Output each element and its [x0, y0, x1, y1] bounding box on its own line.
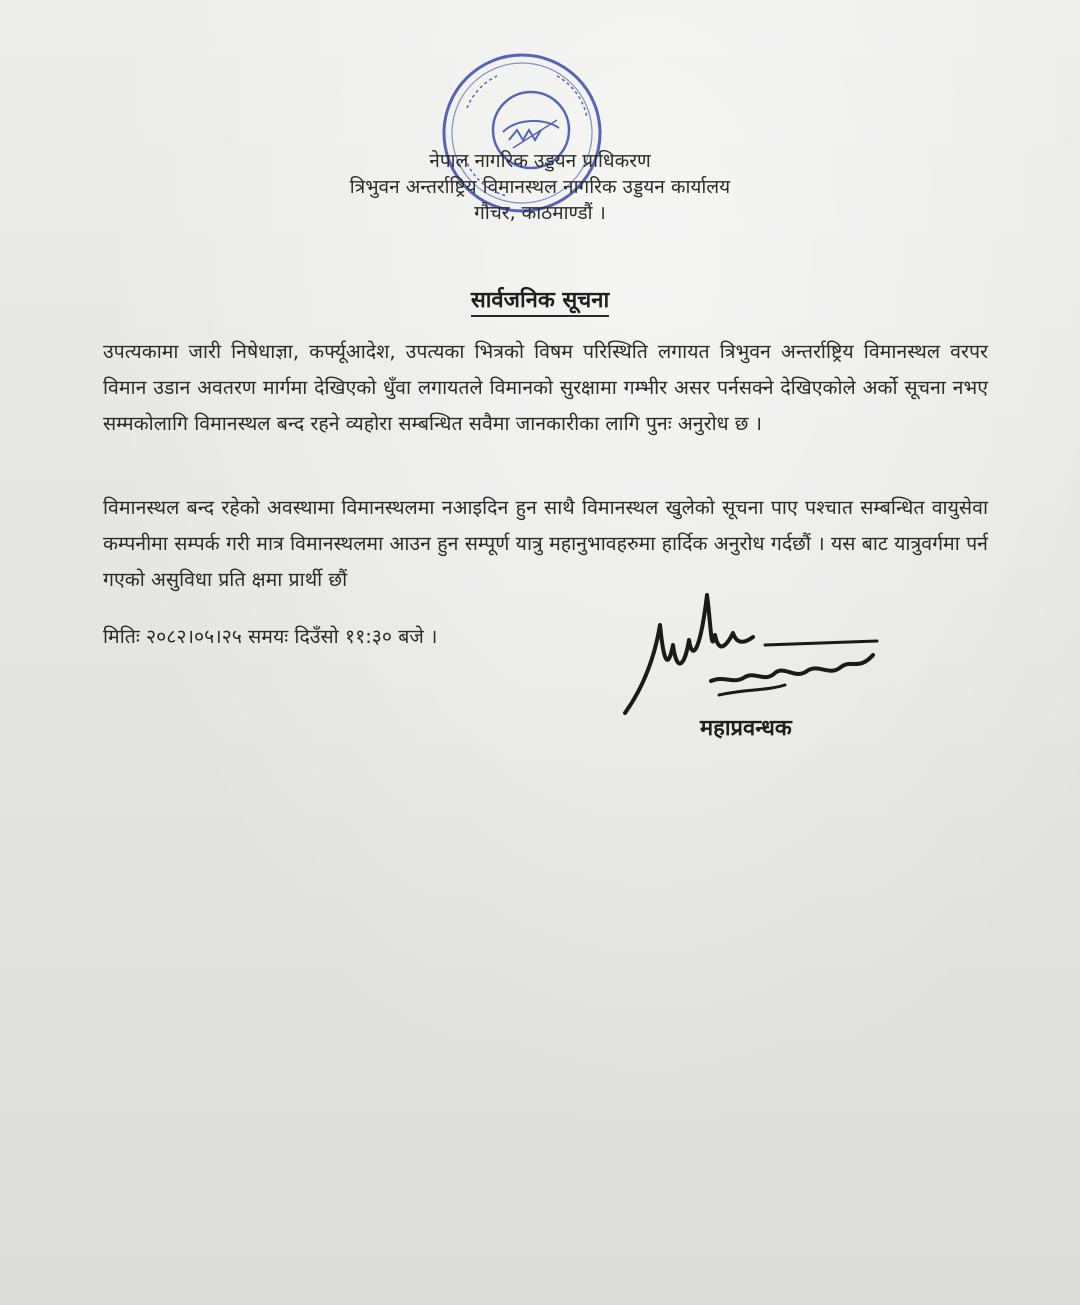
notice-paragraph-2: विमानस्थल बन्द रहेको अवस्थामा विमानस्थलमा नआइदिन हुन साथै विमानस्थल खुलेको सूचना पाए पश्चात सम्बन्धित वायुसेवा कम्पनीमा सम्पर्क गरी मात्र विमानस्थलमा आउन हुन सम्पूर्ण यात्रु महानुभावहरुमा हार्दिक अनुरोध गर्दछौं । यस बाट यात्रुवर्गमा पर्न गएको असुविधा प्रति क्षमा प्रार्थी छौं — [103, 496, 988, 591]
handwritten-signature — [615, 585, 895, 725]
header-office: त्रिभुवन अन्तर्राष्ट्रिय विमानस्थल नागरिक उड्डयन कार्यालय — [349, 176, 731, 198]
header-location: गौचर, काठमाण्डौं । — [474, 202, 606, 224]
notice-title — [340, 284, 740, 314]
notice-title-text: सार्वजनिक सूचना — [471, 288, 609, 317]
notice-paragraph-1: उपत्यकामा जारी निषेधाज्ञा, कर्फ्यूआदेश, उपत्यका भित्रको विषम परिस्थिति लगायत त्रिभुवन अन्तर्राष्ट्रिय विमानस्थल वरपर विमान उडान अवतरण मार्गमा देखिएको धुँवा लगायतले विमानको सुरक्षामा गम्भीर असर पर्नसक्ने देखिएकोले अर्को सूचना नभए सम्मकोलागि विमानस्थल बन्द रहने व्यहोरा सम्बन्धित सवैमा जानकारीका लागि पुनः अनुरोध छ । — [103, 340, 988, 435]
header-organization: नेपाल नागरिक उड्डयन प्राधिकरण — [429, 150, 651, 172]
signatory-designation: महाप्रवन्धक — [700, 716, 792, 741]
date-time-line: मितिः २०८२।०५।२५ समयः दिउँसो ११:३० बजे । — [103, 625, 438, 648]
